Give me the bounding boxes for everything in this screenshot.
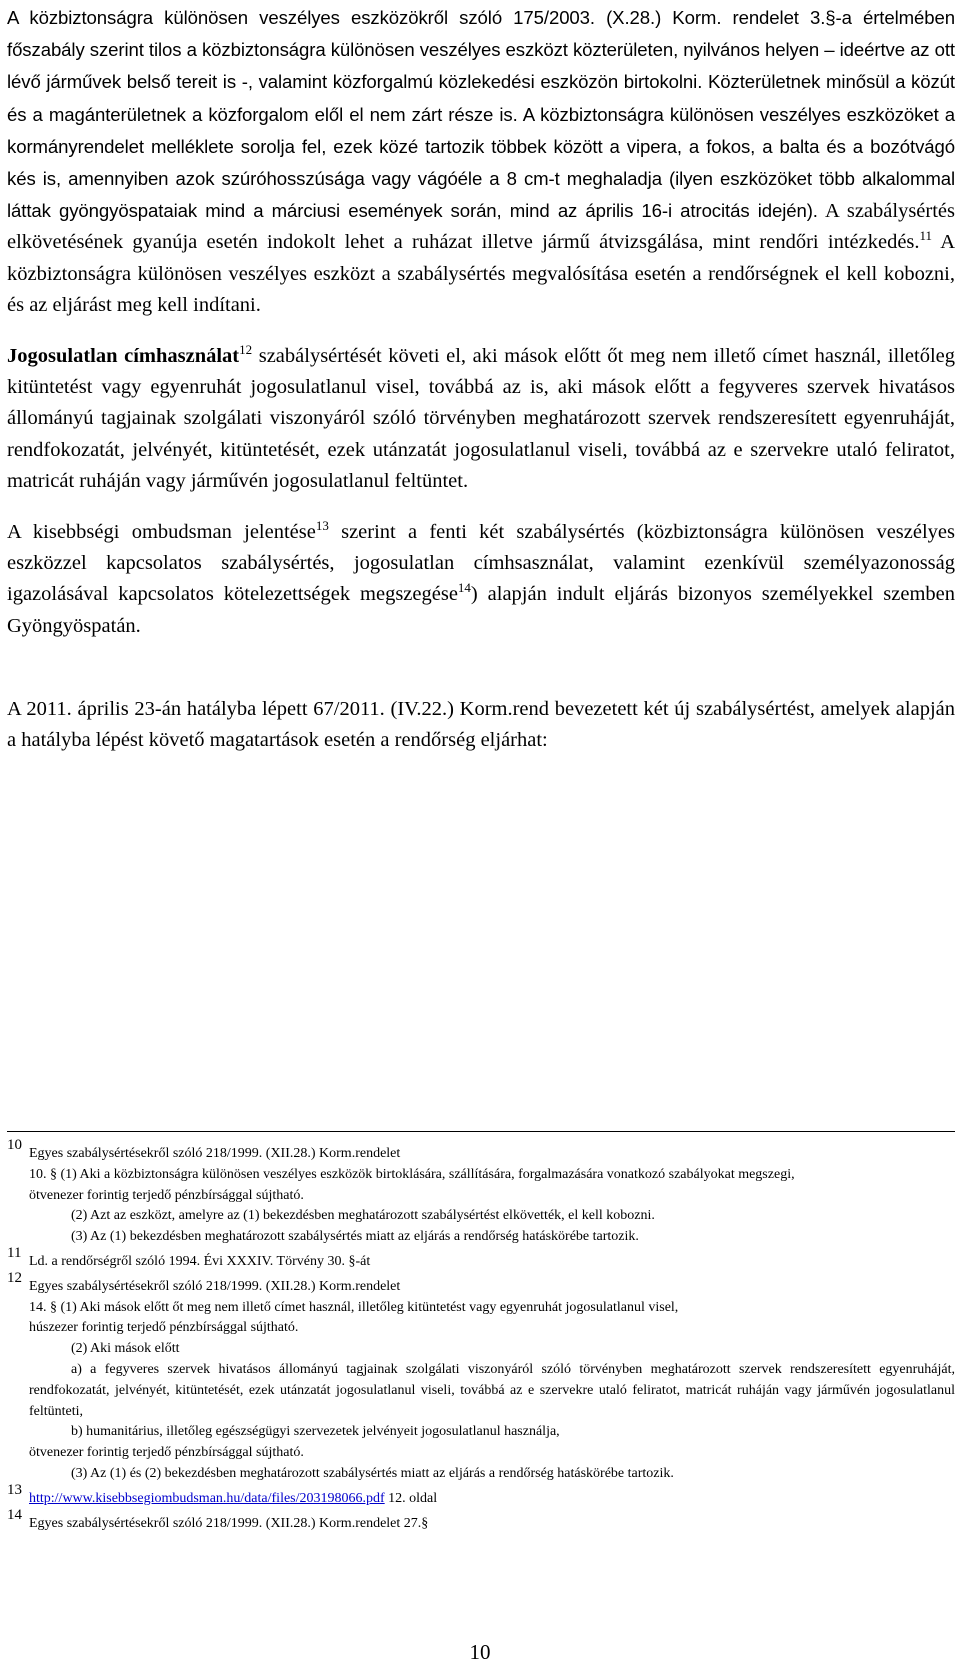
footnote-line: ötvenezer forintig terjedő pénzbírsággal sújtható. — [29, 1187, 304, 1203]
footnote-title: Egyes szabálysértésekről szóló 218/1999. (XII.28.) Korm.rendelet — [29, 1146, 401, 1161]
paragraph-title-misuse-text: szabálysértését követi el, aki mások előtt őt meg nem illető címet használ, illetőleg kitüntetést vagy egyenruhát jogosulatlanul visel, továbbá az is, aki mások előtt a fegyveres szervek hivatásos állományú tagjainak szolgálati viszonyáról szóló törvényben meghatározott szervek rendszeresített egyenruháját, rendfokozatát, jelvényét, kitüntetését, ezek utánzatát jogosulatlanul viseli, továbbá az e szervekre utaló feliratot, matricát ruháján vagy járművén jogosulatlanul feltüntet. — [7, 345, 955, 492]
footnote-ref-12[interactable]: 12 — [239, 342, 253, 358]
main-text — [7, 2, 955, 756]
paragraph-title-misuse — [7, 341, 955, 497]
footnote-line: ötvenezer forintig terjedő pénzbírsággal sújtható. — [29, 1445, 304, 1461]
footnote-number: 12 — [7, 1269, 22, 1286]
footnote-number: 11 — [7, 1244, 22, 1261]
footnote-line: a) a fegyveres szervek hivatásos állományú tagjainak szolgálati viszonyáról szóló törvényben meghatározott szervek rendszeresített egyenruháját, rendfokozatát, jelvényét, kitüntetését, ezek utánzatát jogosulatlanul viseli, továbbá az e szervekre utaló feliratot, matricát ruháján vagy járművén jogosulatlanul feltünteti, — [29, 1361, 955, 1419]
footnote-page-ref: 12. oldal — [388, 1490, 438, 1506]
footnote-separator — [7, 1131, 955, 1132]
paragraph-weapons — [7, 2, 955, 321]
footnote-ref-13[interactable]: 13 — [315, 518, 329, 534]
footnote-ref-14[interactable]: 14 — [457, 580, 471, 596]
footnote-number: 13 — [7, 1481, 22, 1498]
footnote-line: 14. § (1) Aki mások előtt őt meg nem illető címet használ, illetőleg kitüntetést vagy egyenruhát jogosulatlanul visel, — [29, 1299, 679, 1315]
page-number: 10 — [469, 1640, 491, 1664]
footnote-title: Egyes szabálysértésekről szóló 218/1999. (XII.28.) Korm.rendelet — [29, 1278, 401, 1294]
footnote-line: b) humanitárius, illetőleg egészségügyi szervezetek jelvényeit jogosulatlanul használja, — [71, 1424, 560, 1440]
ombudsman-report-link[interactable]: http://www.kisebbsegiombudsman.hu/data/files/203198066.pdf — [29, 1490, 385, 1506]
paragraph-weapons-text: A közbiztonságra különösen veszélyes eszközökről szóló 175/2003. (X.28.) Korm. rendelet 3.§-a értelmében főszabály szerint tilos a közbiztonságra különösen veszélyes eszközt közterületen, nyilvános helyen – ideértve az ott lévő járművek belső tereit is -, valamint közforgalmú közlekedési eszközön birtokolni. Közterületnek minősül a közút és a magánterületnek a közforgalom elől el nem zárt része is. A közbiztonságra különösen veszélyes eszközöket a kormányrendelet melléklete sorolja fel, ezek közé tartozik többek között a vipera, a fokos, a balta és a bozótvágó kés is, amennyiben azok szúróhosszúsága vagy vágóéle a 8 cm-t meghaladja (ilyen eszközöket több alkalommal láttak gyöngyöspataiak mind a márciusi események során, mind az április 16-i atrocitás idején). — [7, 7, 955, 222]
footnote-title: Ld. a rendőrségről szóló 1994. Évi XXXIV. Törvény 30. §-át — [29, 1253, 371, 1269]
footnote-line: (3) Az (1) és (2) bekezdésben meghatározott szabálysértés miatt az eljárás a rendőrség hatáskörébe tartozik. — [71, 1465, 674, 1481]
footnote-10 — [7, 1137, 955, 1165]
paragraph-ombudsman-end: ) alapján indult eljárás bizonyos személyekkel szemben Gyöngyöspatán. — [7, 583, 955, 637]
term-title-misuse: Jogosulatlan címhasználat — [7, 345, 240, 368]
footnote-13 — [7, 1481, 955, 1510]
footnote-line: 10. § (1) Aki a közbiztonságra különösen veszélyes eszközök birtoklására, szállítására, forgalmazására vonatkozó szabályokat megszegi, — [29, 1166, 795, 1182]
footnote-title: Egyes szabálysértésekről szóló 218/1999. (XII.28.) Korm.rendelet 27.§ — [29, 1515, 429, 1531]
paragraph-ombudsman — [7, 517, 955, 642]
paragraph-weapons-confiscation: A közbiztonságra különösen veszélyes eszközt a szabálysértés megvalósítása esetén a rendőrségnek el kell kobozni, és az eljárást meg kell indítani. — [7, 231, 956, 316]
paragraph-weapons-inspection: A szabálysértés elkövetésének gyanúja esetén indokolt lehet a ruházat illetve jármű átvizsgálása, mint rendőri intézkedés. — [7, 200, 955, 254]
paragraph-ombudsman-lead: A kisebbségi ombudsman jelentése — [7, 521, 316, 544]
paragraph-new-offences: A 2011. április 23-án hatályba lépett 67/2011. (IV.22.) Korm.rend bevezetett két új szabálysértést, amelyek alapján a hatályba lépést követő magatartások esetén a rendőrség eljárhat: — [7, 697, 955, 752]
footnote-number: 10 — [7, 1137, 22, 1153]
footnote-line: (2) Aki mások előtt — [71, 1341, 180, 1357]
footnote-11 — [7, 1244, 955, 1273]
footnotes — [7, 1137, 955, 1534]
paragraph-ombudsman-text: szerint a fenti két szabálysértés (közbiztonságra különösen veszélyes eszközzel kapcsolatos szabálysértés, jogosulatlan címhsasználat, valamint ezenkívül személyazonosság igazolásával kapcsolatos kötelezettségek megszegése — [7, 521, 955, 606]
footnote-14 — [7, 1506, 955, 1535]
footnote-line: (3) Az (1) bekezdésben meghatározott szabálysértés miatt az eljárás a rendőrség hatáskörébe tartozik. — [71, 1229, 639, 1245]
footnote-line: (2) Azt az eszközt, amelyre az (1) bekezdésben meghatározott szabálysértést elkövették, el kell kobozni. — [71, 1208, 655, 1224]
footnote-ref-11[interactable]: 11 — [919, 228, 933, 244]
footnote-line: húszezer forintig terjedő pénzbírsággal sújtható. — [29, 1320, 299, 1336]
footnote-number: 14 — [7, 1506, 22, 1523]
footnote-12 — [7, 1269, 955, 1298]
